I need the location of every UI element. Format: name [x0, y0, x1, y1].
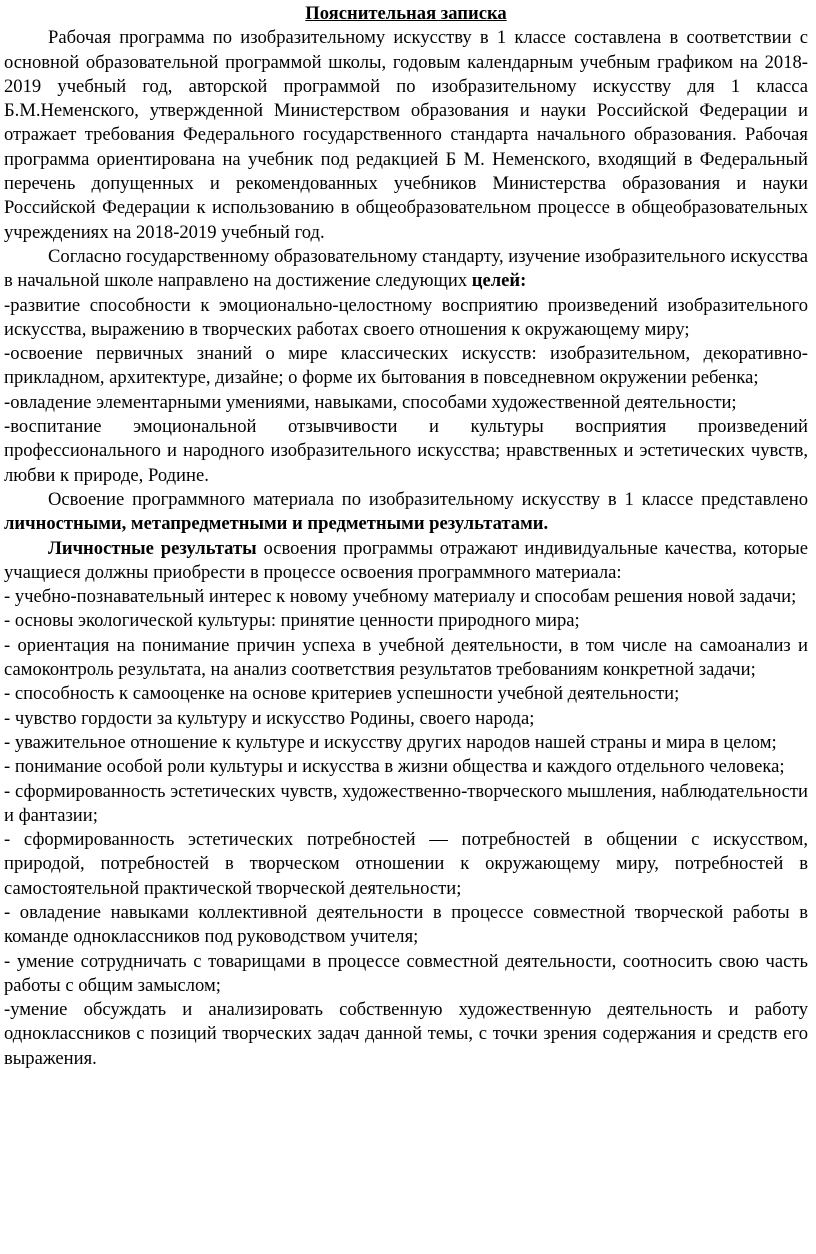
personal-item: - основы экологической культуры: принятие ценности природного мира;	[4, 610, 580, 632]
goals-lead-bold: целей:	[471, 270, 527, 292]
goal-item: -развитие способности к эмоционально-целостному восприятию произведений изобразительного искусства, выражению в творческих работах своего отношения к окружающему миру;	[4, 294, 808, 340]
personal-item: - умение сотрудничать с товарищами в процессе совместной деятельности, соотносить свою часть работы с общим замыслом;	[4, 950, 808, 996]
results-paragraph	[4, 488, 808, 537]
results-lead-text: Освоение программного материала по изобразительному искусству в 1 классе представлено	[48, 488, 808, 510]
personal-item: - способность к самооценке на основе критериев успешности учебной деятельности;	[4, 683, 680, 705]
goals-lead-text: Согласно государственному образовательному стандарту, изучение изобразительного искусства в начальной школе направлено на достижение следующих	[4, 245, 808, 292]
goals-lead-paragraph	[4, 245, 808, 294]
personal-item: - уважительное отношение к культуре и искусству других народов нашей страны и мира в целом;	[4, 731, 777, 753]
personal-item: - понимание особой роли культуры и искусства в жизни общества и каждого отдельного человека;	[4, 756, 785, 778]
personal-item: - ориентация на понимание причин успеха в учебной деятельности, в том числе на самоанализ и самоконтроль результата, на анализ соответствия результатов требованиям конкретной задачи;	[4, 634, 808, 681]
personal-item: - сформированность эстетических потребностей — потребностей в общении с искусством, природой, потребностей в творческом отношении к окружающему миру, потребностей в самостоятельной практической творческой деятельности;	[4, 829, 808, 899]
intro-paragraph: Рабочая программа по изобразительному искусству в 1 классе составлена в соответствии с основной образовательной программой школы, годовым календарным учебным графиком на 2018-2019 учебный год, авторской программой по изобразительному искусству для 1 класса Б.М.Неменского, утвержденной Министерством образования и науки Российской Федерации и отражает требования Федерального государственного стандарта начального образования. Рабочая программа ориентирована на учебник под редакцией Б М. Неменского, входящий в Федеральный перечень допущенных и рекомендованных учебников Министерства образования и науки Российской Федерации к использованию в общеобразовательном процессе в общеобразовательных учреждениях на 2018-2019 учебный год.	[4, 27, 808, 243]
goal-item: -воспитание эмоциональной отзывчивости и культуры восприятия произведений профессионального и народного изобразительного искусства; нравственных и эстетических чувств, любви к природе, Родине.	[4, 416, 808, 486]
personal-results-paragraph	[4, 537, 808, 586]
results-lead-bold: личностными, метапредметными и предметными результатами.	[4, 513, 549, 535]
personal-item: - чувство гордости за культуру и искусство Родины, своего народа;	[4, 707, 535, 729]
goal-item: -освоение первичных знаний о мире классических искусств: изобразительном, декоративно-прикладном, архитектуре, дизайне; о форме их бытования в повседневном окружении ребенка;	[4, 343, 808, 389]
personal-item: -умение обсуждать и анализировать собственную художественную деятельность и работу одноклассников с позиций творческих задач данной темы, с точки зрения содержания и средств его выражения.	[4, 999, 808, 1069]
personal-item: - учебно-познавательный интерес к новому учебному материалу и способам решения новой задачи;	[4, 586, 797, 608]
personal-item: - сформированность эстетических чувств, художественно-творческого мышления, наблюдательности и фантазии;	[4, 780, 808, 826]
document-title: Пояснительная записка	[305, 3, 507, 24]
personal-item: - овладение навыками коллективной деятельности в процессе совместной творческой работы в команде одноклассников под руководством учителя;	[4, 901, 808, 948]
personal-results-heading: Личностные результаты	[48, 537, 257, 559]
goal-item: -овладение элементарными умениями, навыками, способами художественной деятельности;	[4, 391, 737, 413]
personal-results-text: освоения программы отражают индивидуальные качества, которые учащиеся должны приобрести в процессе освоения программного материала:	[4, 537, 808, 583]
